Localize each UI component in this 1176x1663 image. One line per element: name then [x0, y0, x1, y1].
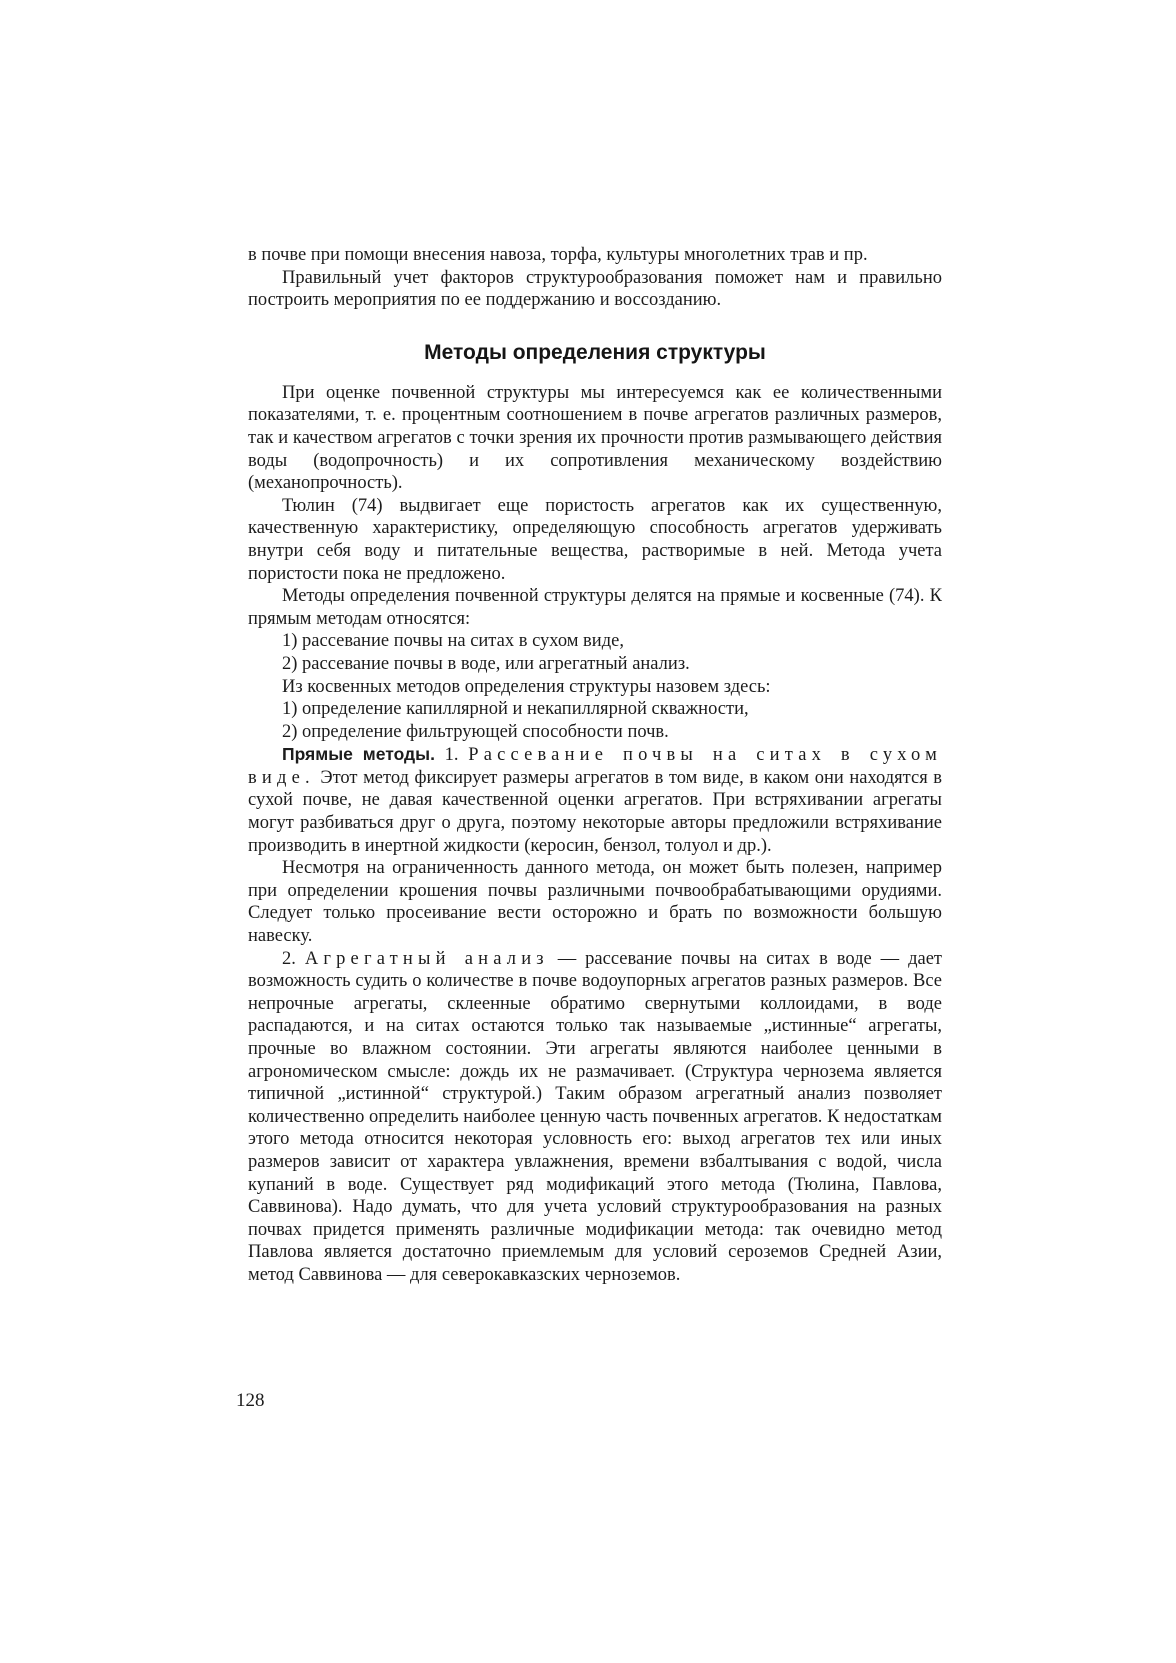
page-body	[248, 244, 942, 1287]
page-number: 128	[236, 1390, 265, 1411]
paragraph-text: Этот метод фиксирует размеры агрегатов в том виде, в каком они находятся в сухой почве, не давая качественной оценки агрегатов. При встряхивании агрегаты могут разбиваться друг о друга, поэтому некоторые авторы предложили встряхивание производить в инертной жидкости (керосин, бензол, толуол и др.).	[248, 767, 943, 856]
bold-lead-in: Прямые методы.	[282, 744, 435, 765]
body-paragraph	[248, 948, 942, 1287]
section-title: Методы определения структуры	[424, 340, 766, 364]
list-item: 2) определение фильтрующей способности почв.	[282, 721, 669, 742]
body-paragraph: Методы определения почвенной структуры делятся на прямые и косвенные (74). К прямым методам относятся:	[248, 586, 942, 629]
list-item: 2) рассевание почвы в воде, или агрегатный анализ.	[282, 653, 690, 674]
body-paragraph	[248, 743, 942, 857]
intro-paragraph: Правильный учет факторов структурообразования поможет нам и правильно построить мероприятия по ее поддержанию и воссозданию.	[248, 267, 942, 311]
paragraph-text: — рассевание почвы на ситах в воде — дает возможность судить о количестве в почве водоупорных агрегатов разных размеров. Все непрочные агрегаты, склеенные обратимо свернутыми коллоидами, в воде распадаются, и на ситах остаются только так называемые „истинные“ агрегаты, прочные во влажном состоянии. Эти агрегаты являются наиболее ценными в агрономическом смысле: дождь их не размачивает. (Структура чернозема является типичной „истинной“ структурой.) Таким образом агрегатный анализ позволяет количественно определить наиболее ценную часть почвенных агрегатов. К недостаткам этого метода относится некоторая условность его: выход агрегатов тех или иных размеров зависит от характера увлажнения, времени взбалтывания с водой, числа купаний в воде. Существует ряд модификаций этого метода (Тюлина, Павлова, Саввинова). Надо думать, что для учета условий структурообразования на разных почвах придется применять различные модификации метода: так очевидно метод Павлова является достаточно приемлемым для условий сероземов Средней Азии, метод Саввинова — для северокавказских черноземов.	[248, 948, 942, 1285]
body-paragraph: При оценке почвенной структуры мы интересуемся как ее количественными показателями, т. е. процентным соотношением в почве агрегатов различных размеров, так и качеством агрегатов с точки зрения их прочности против размывающего действия воды (водопрочность) и их сопротивления механическому воздействию (механопрочность).	[248, 382, 942, 494]
item-number: 2.	[282, 948, 296, 969]
body-paragraph: Тюлин (74) выдвигает еще пористость агрегатов как их существенную, качественную характеристику, определяющую способность агрегатов удерживать внутри себя воду и питательные вещества, растворимые в ней. Метода учета пористости пока не предложено.	[248, 495, 942, 584]
intro-paragraph: в почве при помощи внесения навоза, торфа, культуры многолетних трав и пр.	[248, 245, 868, 265]
spaced-term: Рассевание почвы на ситах в сухом виде.	[248, 745, 942, 788]
list-item: 1) определение капиллярной и некапиллярной скважности,	[282, 699, 749, 720]
body-paragraph: Несмотря на ограниченность данного метода, он может быть полезен, например при определении крошения почвы различными почвообрабатывающими орудиями. Следует только просеивание вести осторожно и брать по возможности большую навеску.	[248, 858, 942, 947]
body-paragraph: Из косвенных методов определения структуры назовем здесь:	[282, 676, 771, 697]
item-number: 1.	[444, 745, 459, 766]
spaced-term: Агрегатный анализ	[304, 948, 549, 969]
list-item: 1) рассевание почвы на ситах в сухом виде,	[282, 631, 624, 652]
